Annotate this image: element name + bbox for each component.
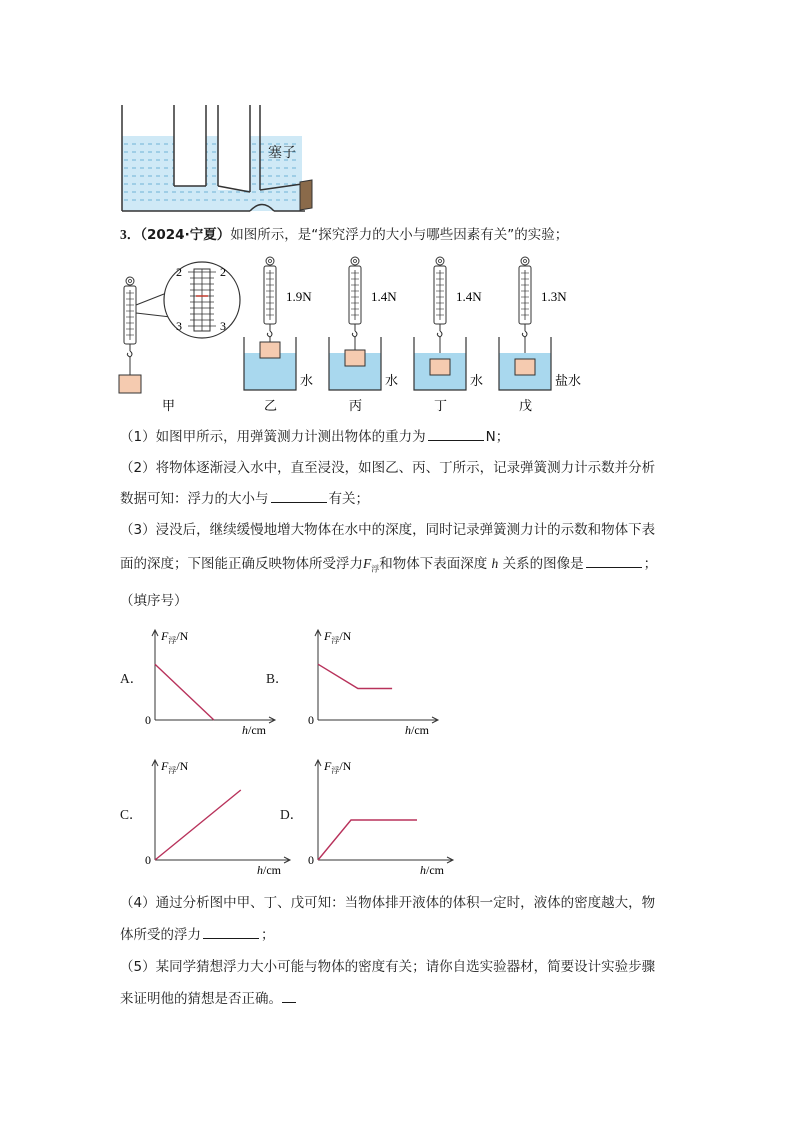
part1-text: （1）如图甲所示，用弹簧测力计测出物体的重力为 xyxy=(120,429,426,445)
part3-h: h xyxy=(491,556,499,571)
label-jia: 甲 xyxy=(162,398,176,413)
part4-line1: （4）通过分析图中甲、丁、戊可知：当物体排开液体的体积一定时，液体的密度越大，物 xyxy=(120,895,656,911)
question-stem xyxy=(120,226,568,244)
spring-scale-wu xyxy=(519,257,531,337)
part2-end: 有关； xyxy=(328,491,369,507)
graph-c-option[interactable]: C． xyxy=(120,807,143,822)
liquid-label-wu: 盐水 xyxy=(555,373,582,388)
block-bing xyxy=(345,350,365,366)
reading-bing: 1.4N xyxy=(371,289,397,304)
spring-scale-ding xyxy=(434,257,446,337)
graph-c-curve xyxy=(155,790,241,860)
block-yi xyxy=(260,342,280,358)
spring-scale-bing xyxy=(349,257,361,337)
liquid-label-bing: 水 xyxy=(385,373,399,388)
graph-a-option[interactable]: A． xyxy=(120,671,144,686)
part1-unit: N； xyxy=(485,429,510,445)
mag-tick-3-left: 3 xyxy=(176,319,182,333)
apparatus-bing xyxy=(329,257,398,413)
graph-b-x-label: h/cm xyxy=(405,723,429,737)
liquid-label-ding: 水 xyxy=(470,373,484,388)
block-wu xyxy=(515,359,535,375)
stopper-label: 塞子 xyxy=(268,145,296,161)
graph-c xyxy=(145,759,290,877)
graph-d xyxy=(308,759,453,877)
label-wu: 戊 xyxy=(519,398,533,413)
block-jia xyxy=(119,375,141,393)
mag-tick-3-right: 3 xyxy=(220,319,226,333)
part3-text-a: 面的深度；下图能正确反映物体所受浮力 xyxy=(120,556,363,572)
reading-yi: 1.9N xyxy=(286,289,312,304)
part4-line2 xyxy=(120,926,275,944)
part3-F-sub: 浮 xyxy=(371,564,380,574)
label-yi: 乙 xyxy=(264,398,278,413)
graph-d-x-label: h/cm xyxy=(420,863,444,877)
part3-line2 xyxy=(120,555,657,579)
graph-a-origin: 0 xyxy=(145,713,151,727)
graph-a-curve xyxy=(155,664,214,720)
graph-d-curve xyxy=(318,820,417,860)
mag-tick-2-left: 2 xyxy=(176,265,182,279)
graph-c-y-label: $F_浮/N$ xyxy=(161,759,189,775)
graph-a-y-label: $F_浮/N$ xyxy=(161,629,189,645)
graph-b-y-label: $F_浮/N$ xyxy=(324,629,352,645)
graph-b xyxy=(308,629,438,737)
connected-vessel-figure xyxy=(110,100,340,220)
graph-a xyxy=(145,629,275,737)
part3-F: F xyxy=(363,556,372,571)
part3-line3: （填序号） xyxy=(120,593,188,609)
reading-ding: 1.4N xyxy=(456,289,482,304)
apparatus-ding xyxy=(414,257,483,413)
question-text: 如图所示，是“探究浮力的大小与哪些因素有关”的实验； xyxy=(230,227,569,243)
mag-tick-2-right: 2 xyxy=(220,265,226,279)
part4-end: ； xyxy=(261,927,275,943)
part2-text: 数据可知：浮力的大小与 xyxy=(120,491,269,507)
graph-d-option[interactable]: D． xyxy=(280,807,304,822)
part3-blank[interactable] xyxy=(586,555,642,568)
graph-b-option[interactable]: B． xyxy=(266,671,289,686)
part2-blank[interactable] xyxy=(271,490,327,503)
question-source: （2024·宁夏） xyxy=(140,227,231,243)
part5-text: 来证明他的猜想是否正确。 xyxy=(120,991,282,1007)
part3-end: ； xyxy=(643,556,658,572)
liquid-label-yi: 水 xyxy=(300,373,314,388)
part5-blank[interactable] xyxy=(282,990,296,1003)
apparatus-figure xyxy=(110,255,590,415)
part2-line2 xyxy=(120,490,369,508)
part5-line1: （5）某同学猜想浮力大小可能与物体的密度有关；请你自选实验器材，简要设计实验步骤 xyxy=(120,959,656,975)
spring-scale-jia xyxy=(124,277,136,357)
water-yi xyxy=(244,353,296,390)
graph-a-x-label: h/cm xyxy=(242,723,266,737)
part3-text-b: 和物体下表面深度 xyxy=(379,556,488,572)
part1 xyxy=(120,428,509,446)
apparatus-wu xyxy=(499,257,581,413)
label-ding: 丁 xyxy=(434,398,448,413)
part3-text-c: 关系的图像是 xyxy=(502,556,584,572)
part1-blank[interactable] xyxy=(428,428,484,441)
question-number: 3． xyxy=(120,227,141,242)
part4-text: 体所受的浮力 xyxy=(120,927,201,943)
part4-blank[interactable] xyxy=(203,926,259,939)
graphs-area xyxy=(100,610,444,885)
reading-wu: 1.3N xyxy=(541,289,567,304)
label-bing: 丙 xyxy=(349,398,363,413)
part3-line1: （3）浸没后，继续缓慢地增大物体在水中的深度，同时记录弹簧测力计的示数和物体下表 xyxy=(120,522,656,538)
graph-d-origin: 0 xyxy=(308,853,314,867)
block-ding xyxy=(430,359,450,375)
graph-c-origin: 0 xyxy=(145,853,151,867)
graph-c-x-label: h/cm xyxy=(257,863,281,877)
graph-d-y-label: $F_浮/N$ xyxy=(324,759,352,775)
graph-b-origin: 0 xyxy=(308,713,314,727)
spring-scale-yi xyxy=(264,257,276,337)
apparatus-yi xyxy=(244,257,313,413)
part2-line1: （2）将物体逐渐浸入水中，直至浸没，如图乙、丙、丁所示，记录弹簧测力计示数并分析 xyxy=(120,460,656,476)
graph-b-curve xyxy=(318,664,392,688)
part5-line2 xyxy=(120,990,296,1008)
